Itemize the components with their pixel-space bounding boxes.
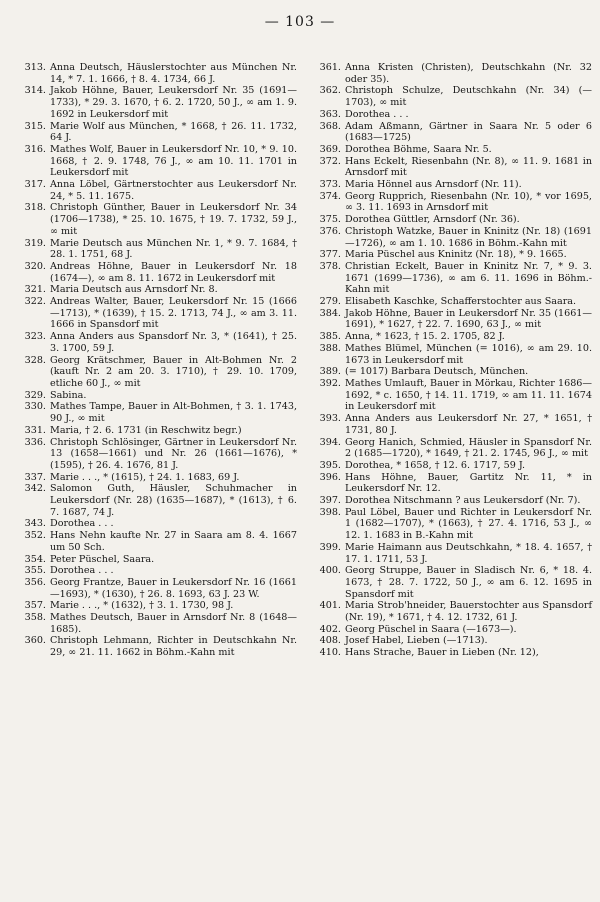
genealogy-entry — [12, 202, 297, 237]
entry-number: 342. — [24, 483, 46, 495]
genealogy-entry — [307, 62, 592, 85]
entry-number: 279. — [319, 296, 341, 308]
entry-text: Marie . . ., * (1615), † 24. 1. 1683, 69 J. — [50, 471, 240, 483]
entry-text: Peter Püschel, Saara. — [50, 553, 155, 565]
entry-number: 329. — [24, 389, 46, 401]
entry-text: Anna Löbel, Gärtnerstochter aus Leukersdorf Nr. 24, * 5. 11. 1675. — [50, 179, 297, 202]
genealogy-entry — [307, 179, 592, 191]
entry-text: Paul Löbel, Bauer und Richter in Leukersdorf Nr. 1 (1682—1707), * (1663), † 27. 4. 1716, 53 J., ∞ 12. 1. 1683 in B.-Kahn mit — [345, 506, 592, 542]
entry-text: Georg Struppe, Bauer in Sladisch Nr. 6, * 18. 4. 1673, † 28. 7. 1722, 50 J., ∞ am 6. 12. 1695 in Spansdorf mit — [345, 565, 592, 600]
entry-number: 399. — [319, 541, 341, 553]
entry-number: 343. — [24, 518, 46, 530]
entry-text: Marie Deutsch aus München Nr. 1, * 9. 7. 1684, † 28. 1. 1751, 68 J. — [50, 237, 297, 261]
entry-number: 384. — [319, 307, 341, 319]
genealogy-entry — [307, 460, 592, 472]
genealogy-entry — [307, 144, 592, 156]
genealogy-entry — [12, 518, 297, 530]
entry-number: 352. — [24, 530, 46, 542]
entry-text: Jakob Höhne, Bauer in Leukersdorf Nr. 35 (1661—1691), * 1627, † 22. 7. 1690, 63 J., ∞ mit — [345, 307, 592, 331]
entry-text: Christoph Lehmann, Richter in Deutschkahn Nr. 29, ∞ 21. 11. 1662 in Böhm.-Kahn mit — [50, 635, 297, 659]
genealogy-entry — [307, 647, 592, 659]
entry-number: 358. — [24, 612, 46, 624]
entry-text: Marie Haimann aus Deutschkahn, * 18. 4. 1657, † 17. 1. 1711, 53 J. — [345, 541, 592, 565]
genealogy-entry — [307, 366, 592, 378]
entry-text: Christoph Schlösinger, Gärtner in Leukersdorf Nr. 13 (1658—1661) und Nr. 26 (1661—1676), * (1595), † 26. 4. 1676, 81 J. — [50, 436, 297, 471]
genealogy-entry — [12, 121, 297, 144]
genealogy-entry — [12, 612, 297, 635]
genealogy-entry — [307, 624, 592, 636]
entry-number: 372. — [319, 155, 341, 167]
genealogy-entry — [307, 542, 592, 565]
entry-number: 377. — [319, 249, 341, 261]
entry-text: Hans Eckelt, Riesenbahn (Nr. 8), ∞ 11. 9. 1681 in Arnsdorf mit — [345, 155, 592, 179]
entry-number: 378. — [319, 260, 341, 272]
genealogy-entry — [307, 249, 592, 261]
entry-number: 320. — [24, 260, 46, 272]
entry-number: 355. — [24, 565, 46, 577]
genealogy-entry — [12, 600, 297, 612]
entry-number: 398. — [319, 506, 341, 518]
entry-text: Anna Deutsch, Häuslerstochter aus München Nr. 14, * 7. 1. 1666, † 8. 4. 1734, 66 J. — [50, 62, 297, 85]
entry-number: 397. — [319, 495, 341, 507]
entry-number: 374. — [319, 190, 341, 202]
entry-text: (= 1017) Barbara Deutsch, München. — [345, 366, 529, 378]
genealogy-entry — [12, 261, 297, 284]
genealogy-entry — [307, 109, 592, 121]
entry-text: Marie Wolf aus München, * 1668, † 26. 11. 1732, 64 J. — [50, 120, 297, 144]
entry-number: 360. — [24, 635, 46, 647]
entry-text: Dorothea Böhme, Saara Nr. 5. — [345, 143, 492, 155]
genealogy-entry — [12, 483, 297, 518]
genealogy-entry — [12, 437, 297, 472]
entry-text: Maria, † 2. 6. 1731 (in Reschwitz begr.) — [50, 424, 242, 436]
entry-number: 330. — [24, 401, 46, 413]
genealogy-entry — [12, 238, 297, 261]
entry-text: Adam Aßmann, Gärtner in Saara Nr. 5 oder 6 (1683—1725) — [345, 120, 592, 144]
entry-text: Georg Rupprich, Riesenbahn (Nr. 10), * vor 1695, ∞ 3. 11. 1693 in Arnsdorf mit — [345, 190, 592, 214]
entry-text: Anna Anders aus Spansdorf Nr. 3, * (1641), † 25. 3. 1700, 59 J. — [50, 331, 297, 354]
entry-text: Anna Anders aus Leukersdorf Nr. 27, * 1651, † 1731, 80 J. — [345, 413, 592, 436]
genealogy-entry — [12, 554, 297, 566]
entry-number: 408. — [319, 635, 341, 647]
entry-number: 369. — [319, 143, 341, 155]
entry-text: Dorothea . . . — [50, 565, 114, 577]
entry-text: Andreas Walter, Bauer, Leukersdorf Nr. 15 (1666—1713), * (1639), † 15. 2. 1713, 74 J., ∞ am 3. 11. 1666 in Spansdorf mit — [50, 296, 297, 331]
entry-number: 393. — [319, 413, 341, 425]
entry-text: Jakob Höhne, Bauer, Leukersdorf Nr. 35 (1691—1733), * 29. 3. 1670, † 6. 2. 1720, 50 J., ∞ am 1. 9. 1692 in Leukersdorf mit — [50, 85, 297, 120]
entry-text: Maria Deutsch aus Arnsdorf Nr. 8. — [50, 284, 218, 296]
entry-text: Salomon Guth, Häusler, Schuhmacher in Leukersdorf (Nr. 28) (1635—1687), * (1613), † 6. 7. 1687, 74 J. — [50, 483, 297, 518]
genealogy-entry — [12, 635, 297, 658]
entry-text: Mathes Tampe, Bauer in Alt-Bohmen, † 3. 1. 1743, 90 J., ∞ mit — [50, 401, 297, 425]
entry-text: Anna Kristen (Christen), Deutschkahn (Nr. 32 oder 35). — [345, 62, 592, 85]
genealogy-entry — [12, 284, 297, 296]
entry-number: 357. — [24, 600, 46, 612]
entry-text: Christoph Günther, Bauer in Leukersdorf Nr. 34 (1706—1738), * 25. 10. 1675, † 19. 7. 1732, 59 J., ∞ mit — [50, 202, 297, 237]
genealogy-entry — [12, 577, 297, 600]
entry-text: Andreas Höhne, Bauer in Leukersdorf Nr. 18 (1674—), ∞ am 8. 11. 1672 in Leukersdorf mit — [50, 260, 297, 284]
entry-number: 356. — [24, 576, 46, 588]
entry-text: Dorothea Nitschmann ? aus Leukersdorf (Nr. 7). — [345, 495, 581, 507]
entry-number: 313. — [24, 62, 46, 73]
genealogy-entry — [12, 390, 297, 402]
genealogy-entry — [307, 413, 592, 436]
entry-number: 392. — [319, 377, 341, 389]
genealogy-entry — [307, 472, 592, 495]
entry-number: 410. — [319, 647, 341, 659]
entry-text: Dorothea . . . — [50, 518, 114, 530]
entry-text: Maria Hönnel aus Arnsdorf (Nr. 11). — [345, 179, 522, 191]
genealogy-entry — [307, 226, 592, 249]
entry-number: 336. — [24, 436, 46, 448]
entry-number: 321. — [24, 284, 46, 296]
entry-number: 402. — [319, 623, 341, 635]
entry-number: 395. — [319, 459, 341, 471]
entry-number: 337. — [24, 471, 46, 483]
entry-text: Maria Püschel aus Kninitz (Nr. 18), * 9. 1665. — [345, 249, 567, 261]
genealogy-entry — [12, 401, 297, 424]
entry-number: 314. — [24, 85, 46, 97]
entry-number: 317. — [24, 179, 46, 191]
entry-number: 322. — [24, 296, 46, 308]
entry-number: 388. — [319, 342, 341, 354]
entry-number: 373. — [319, 179, 341, 191]
entry-number: 376. — [319, 225, 341, 237]
genealogy-entry — [12, 355, 297, 390]
genealogy-entry — [307, 331, 592, 343]
genealogy-entry — [12, 425, 297, 437]
genealogy-entry — [12, 85, 297, 120]
entry-text: Dorothea . . . — [345, 108, 409, 120]
right-column — [307, 62, 592, 659]
genealogy-entry — [307, 495, 592, 507]
genealogy-entry — [307, 343, 592, 366]
entry-text: Mathes Deutsch, Bauer in Arnsdorf Nr. 8 (1648—1685). — [50, 612, 297, 635]
genealogy-entry — [307, 437, 592, 460]
entry-text: Dorothea, * 1658, † 12. 6. 1717, 59 J. — [345, 459, 525, 471]
genealogy-entry — [12, 179, 297, 202]
entry-number: 394. — [319, 436, 341, 448]
entry-number: 389. — [319, 366, 341, 378]
entry-number: 331. — [24, 424, 46, 436]
genealogy-entry — [307, 214, 592, 226]
entry-text: Christian Eckelt, Bauer in Kninitz Nr. 7, * 9. 3. 1671 (1699—1736), ∞ am 6. 11. 1696 in Böhm.-Kahn mit — [345, 260, 592, 296]
entry-text: Elisabeth Kaschke, Schafferstochter aus Saara. — [345, 296, 577, 308]
entry-number: 354. — [24, 553, 46, 565]
entry-text: Mathes Umlauft, Bauer in Mörkau, Richter 1686—1692, * c. 1650, † 14. 11. 1719, ∞ am 11. 11. 1674 in Leukersdorf mit — [345, 377, 592, 413]
entry-number: 328. — [24, 354, 46, 366]
genealogy-entry — [307, 308, 592, 331]
genealogy-entry — [307, 635, 592, 647]
page-number: — 103 — — [264, 14, 336, 30]
entry-number: 400. — [319, 565, 341, 577]
entry-text: Maria Strob'hneider, Bauerstochter aus Spansdorf (Nr. 19), * 1671, † 4. 12. 1732, 61 J. — [345, 600, 592, 624]
entry-number: 396. — [319, 471, 341, 483]
genealogy-entry — [307, 85, 592, 108]
entry-number: 363. — [319, 108, 341, 120]
entry-number: 319. — [24, 237, 46, 249]
entry-text: Hans Höhne, Bauer, Gartitz Nr. 11, * in Leukersdorf Nr. 12. — [345, 471, 592, 495]
entry-text: Mathes Wolf, Bauer in Leukersdorf Nr. 10, * 9. 10. 1668, † 2. 9. 1748, 76 J., ∞ am 10. 11. 1701 in Leukersdorf mit — [50, 143, 297, 179]
genealogy-entry — [12, 144, 297, 179]
entry-number: 385. — [319, 331, 341, 343]
entry-text: Christoph Schulze, Deutschkahn (Nr. 34) (—1703), ∞ mit — [345, 85, 592, 109]
genealogy-entry — [307, 507, 592, 542]
genealogy-entry — [12, 530, 297, 553]
entry-text: Anna, * 1623, † 15. 2. 1705, 82 J. — [345, 331, 505, 343]
genealogy-entry — [307, 378, 592, 413]
genealogy-entry — [12, 62, 297, 85]
entry-number: 375. — [319, 214, 341, 226]
genealogy-entry — [12, 331, 297, 354]
entry-number: 318. — [24, 202, 46, 214]
genealogy-entry — [12, 296, 297, 331]
genealogy-entry — [307, 121, 592, 144]
entry-text: Georg Hanich, Schmied, Häusler in Spansdorf Nr. 2 (1685—1720), * 1649, † 21. 2. 1745, 96 J., ∞ mit — [345, 436, 592, 460]
genealogy-entry — [307, 600, 592, 623]
entry-text: Christoph Watzke, Bauer in Kninitz (Nr. 18) (1691—1726), ∞ am 1. 10. 1686 in Böhm.-Kahn mit — [345, 225, 592, 249]
genealogy-entry — [12, 565, 297, 577]
entry-text: Hans Strache, Bauer in Lieben (Nr. 12), — [345, 647, 539, 659]
entry-text: Georg Krätschmer, Bauer in Alt-Bohmen Nr. 2 (kauft Nr. 2 am 20. 3. 1710), † 29. 10. 1709, etliche 60 J., ∞ mit — [50, 354, 297, 389]
entry-text: Hans Nehn kaufte Nr. 27 in Saara am 8. 4. 1667 um 50 Sch. — [50, 530, 297, 553]
genealogy-entry — [307, 296, 592, 308]
genealogy-entry — [12, 472, 297, 484]
entry-text: Mathes Blümel, München (= 1016), ∞ am 29. 10. 1673 in Leukersdorf mit — [345, 342, 592, 366]
entry-number: 401. — [319, 600, 341, 612]
entry-text: Sabina. — [50, 389, 87, 401]
entry-text: Georg Püschel in Saara (—1673—). — [345, 623, 517, 635]
genealogy-entry — [307, 565, 592, 600]
entry-number: 361. — [319, 62, 341, 73]
entry-text: Marie . . ., * (1632), † 3. 1. 1730, 98 J. — [50, 600, 234, 612]
entry-text: Josef Habel, Lieben (—1713). — [345, 635, 488, 647]
entry-number: 315. — [24, 120, 46, 132]
entry-number: 316. — [24, 143, 46, 155]
entry-text: Georg Frantze, Bauer in Leukersdorf Nr. 16 (1661—1693), * (1630), † 26. 8. 1693, 63 J. 23 W. — [50, 576, 297, 600]
entry-number: 368. — [319, 120, 341, 132]
entry-number: 323. — [24, 331, 46, 343]
entry-number: 362. — [319, 85, 341, 97]
left-column — [12, 62, 297, 659]
genealogy-entry — [307, 191, 592, 214]
entry-text: Dorothea Güttler, Arnsdorf (Nr. 36). — [345, 214, 520, 226]
genealogy-entry — [307, 156, 592, 179]
genealogy-entry — [307, 261, 592, 296]
